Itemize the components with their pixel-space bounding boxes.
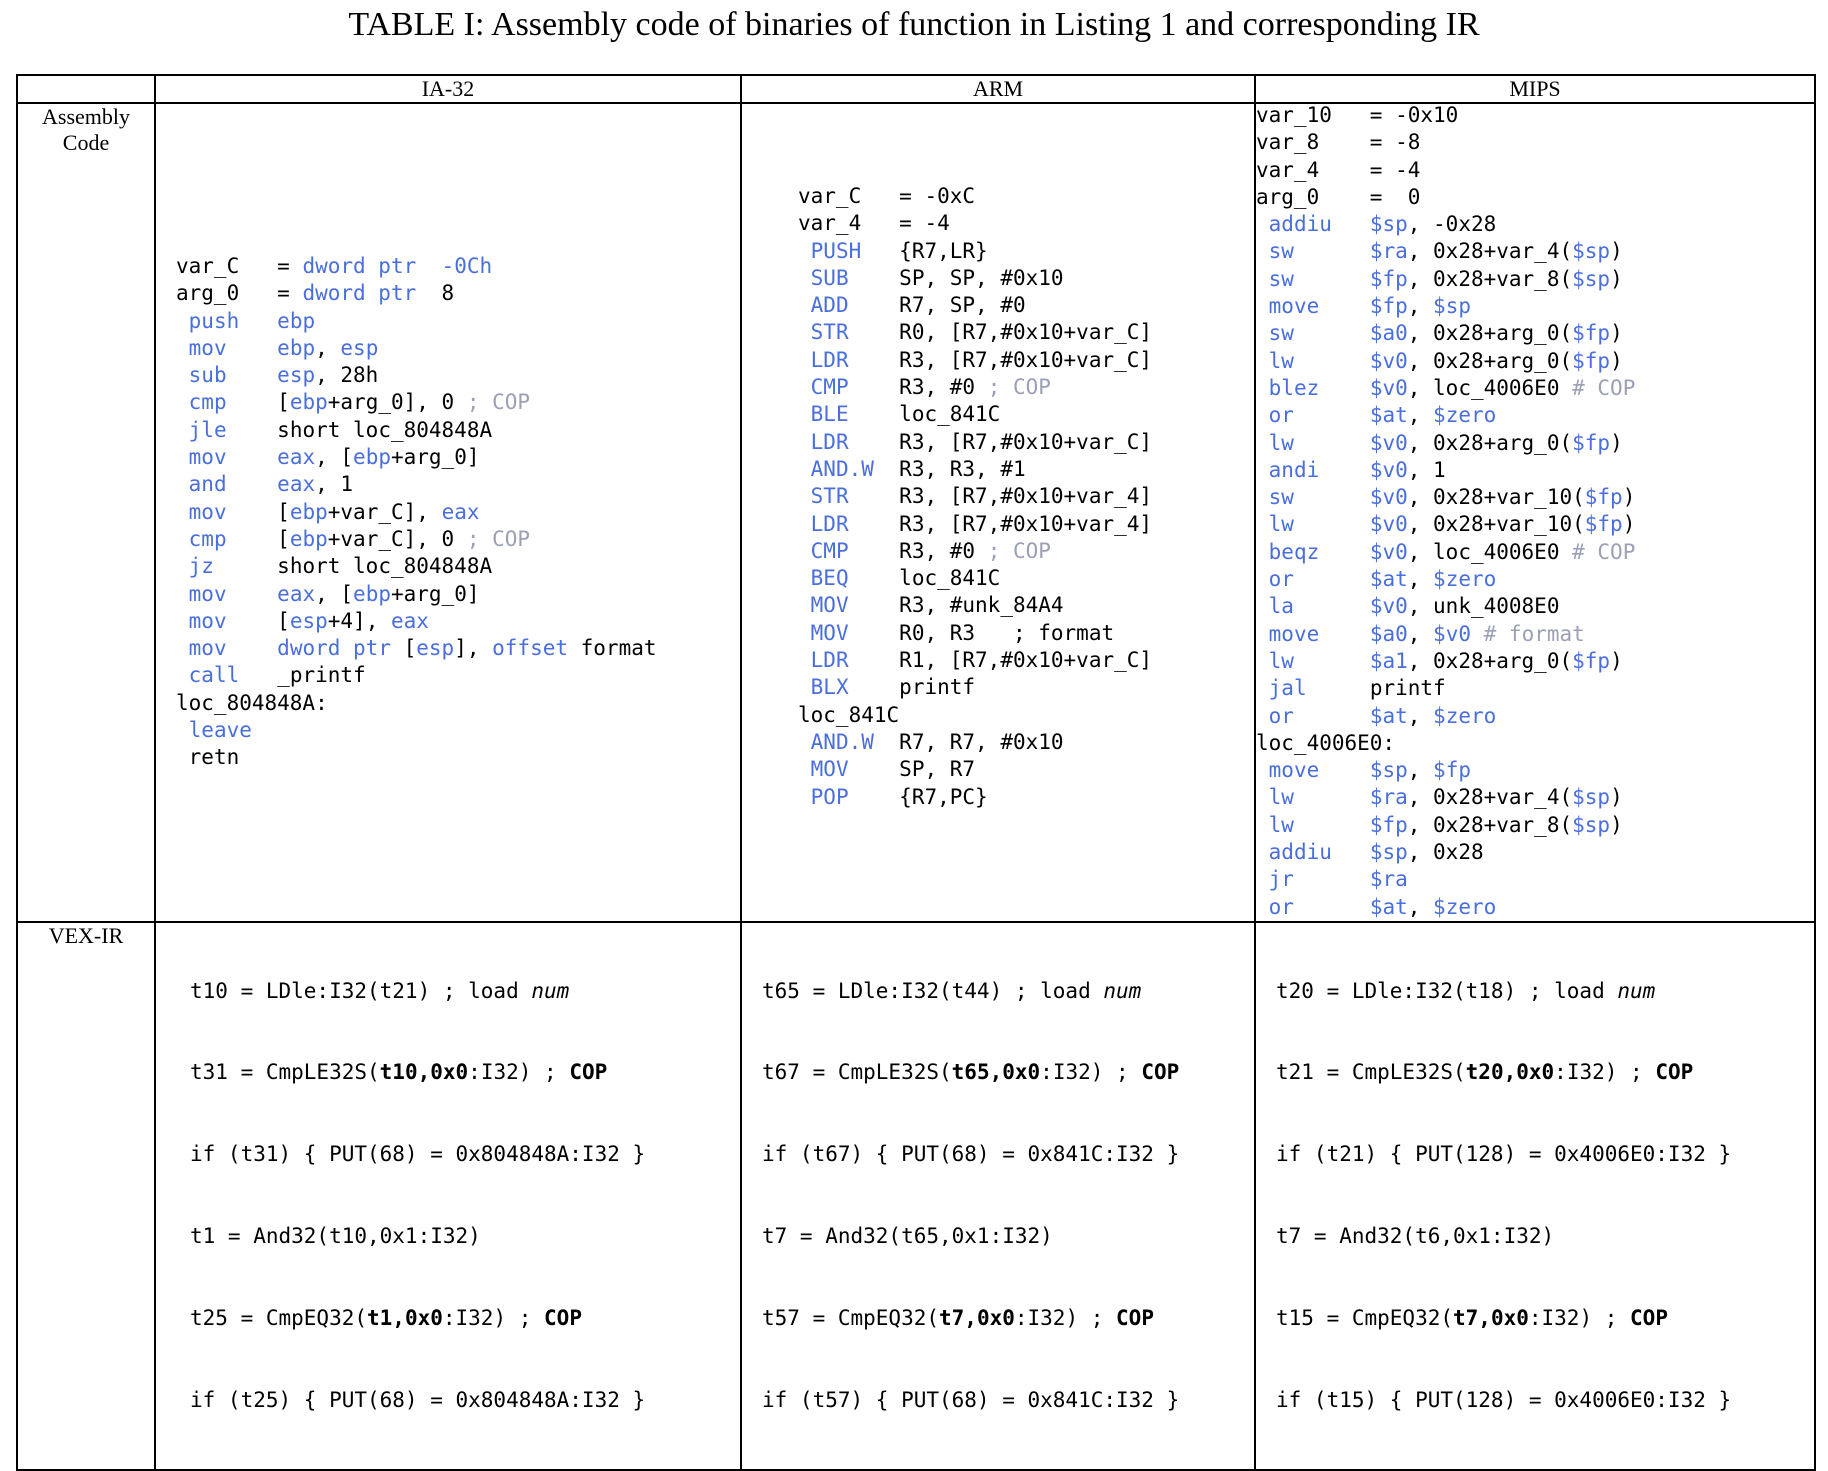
operands: $a1, 0x28+arg_0($fp) — [1369, 648, 1623, 673]
comment: # COP — [1572, 375, 1636, 400]
mips-vex-line-2: t21 = CmpLE32S(t20,0x0:I32) ; COP — [1276, 1060, 1694, 1085]
operands — [899, 457, 1025, 481]
operands: $ra, 0x28+var_4($sp) — [1369, 239, 1623, 264]
ia32-lines-line-12 — [176, 608, 740, 635]
decl-val: 0 — [1395, 184, 1421, 209]
mnemonic: SUB — [810, 265, 900, 290]
mips-label: loc_4006E0: — [1256, 730, 1396, 755]
mnemonic: blez — [1268, 375, 1370, 400]
ia32-decl-2 — [176, 280, 740, 307]
arm-lines-line-17 — [798, 674, 1254, 701]
mips-vex-listing — [1256, 923, 1814, 1469]
arm-vex-line-3: if (t67) { PUT(68) = 0x841C:I32 } — [762, 1142, 1180, 1167]
operands: loc_841C — [899, 402, 1001, 427]
operands: $v0, 0x28+arg_0($fp) — [1369, 348, 1623, 373]
operands — [899, 675, 975, 699]
operands: R3, [R7,#0x10+var_4] — [899, 511, 1153, 536]
operands: short loc_804848A — [277, 417, 493, 442]
ia32-vex-cell — [155, 922, 741, 1470]
ia32-decl-1 — [176, 253, 740, 280]
operands: ebp, esp — [277, 335, 379, 360]
mnemonic: MOV — [810, 620, 900, 645]
mnemonic: LDR — [810, 347, 900, 372]
arm-lines-line-4 — [798, 319, 1254, 346]
ia32-lines-line-5 — [176, 417, 740, 444]
mnemonic: STR — [810, 320, 900, 345]
decl-name: var_4 — [798, 211, 900, 236]
mips-lines-line-2 — [1256, 238, 1814, 265]
ia32-tail-line-2 — [176, 744, 740, 771]
arm-lines-line-13 — [798, 565, 1254, 592]
mnemonic: AND.W — [810, 456, 900, 481]
header-row — [17, 75, 1815, 103]
mnemonic: jle — [188, 417, 278, 442]
comment: # COP — [1572, 539, 1636, 564]
mnemonic: BEQ — [810, 566, 900, 591]
mnemonic: BLE — [810, 402, 900, 427]
operands: [ebp+var_C], 0 — [277, 526, 455, 551]
mnemonic: or — [1268, 894, 1370, 919]
operands — [899, 539, 975, 563]
operands: ebp — [277, 308, 316, 333]
ia32-lines-line-13 — [176, 635, 740, 662]
arm-lines-line-1 — [798, 238, 1254, 265]
operands: $fp, $sp — [1369, 294, 1471, 319]
operands: R3, [R7,#0x10+var_C] — [899, 347, 1153, 372]
mnemonic: beqz — [1268, 539, 1370, 564]
assembly-code-label — [17, 103, 155, 922]
operands: SP, SP, #0x10 — [899, 265, 1064, 290]
operands: R3, [R7,#0x10+var_C] — [899, 429, 1153, 454]
mnemonic: or — [1268, 703, 1370, 728]
arm-tail-line-3 — [798, 784, 1254, 811]
operands: $at, $zero — [1369, 567, 1497, 592]
mnemonic: cmp — [188, 390, 278, 415]
operands: $v0, 0x28+var_10($fp) — [1369, 512, 1636, 537]
operands: $v0, loc_4006E0 — [1369, 539, 1560, 564]
operands — [899, 402, 1000, 426]
arm-vex-line-2: t67 = CmpLE32S(t65,0x0:I32) ; COP — [762, 1060, 1180, 1085]
operands: printf — [899, 675, 976, 700]
mips-lines-line-18 — [1256, 675, 1814, 702]
arm-lines-line-12 — [798, 538, 1254, 565]
mips-vex-line-1: t20 = LDle:I32(t18) ; load num — [1276, 978, 1656, 1003]
ia32-lines-line-2 — [176, 335, 740, 362]
decl-val: -4 — [1395, 157, 1421, 182]
arm-lines-line-2 — [798, 265, 1254, 292]
mnemonic: sw — [1268, 321, 1370, 346]
ia32-vex-line-1: t10 = LDle:I32(t21) ; load num — [190, 978, 570, 1003]
mips-assembly-listing — [1256, 102, 1814, 921]
ia32-vex-listing — [156, 923, 740, 1469]
mnemonic: mov — [188, 499, 278, 524]
operands: {R7,LR} — [899, 238, 988, 263]
vex-row — [17, 922, 1815, 1470]
mips-lines-line-7 — [1256, 375, 1814, 402]
operands: SP, R7 — [899, 757, 976, 782]
operands: $sp, -0x28 — [1369, 212, 1497, 237]
mips-vex-line-3: if (t21) { PUT(128) = 0x4006E0:I32 } — [1276, 1142, 1732, 1167]
operands — [899, 239, 988, 263]
arm-assembly-listing — [742, 104, 1254, 811]
ia32-tail-line-1 — [176, 717, 740, 744]
decl-eq: = — [1369, 103, 1396, 127]
operands: R3, #0 — [899, 375, 976, 400]
mnemonic: lw — [1268, 785, 1370, 810]
decl-eq: = — [899, 211, 925, 236]
mnemonic: jr — [1268, 867, 1370, 892]
operands: R3, R3, #1 — [899, 456, 1026, 481]
mnemonic: lw — [1268, 512, 1370, 537]
mips-tail-line-5 — [1256, 866, 1814, 893]
operands: printf — [1369, 676, 1446, 701]
operands — [899, 621, 1114, 645]
mnemonic: sw — [1268, 485, 1370, 510]
operands: $a0, $v0 — [1369, 621, 1471, 646]
header-mips: MIPS — [1255, 75, 1815, 103]
operands: R0, [R7,#0x10+var_C] — [899, 320, 1153, 345]
mnemonic: mov — [188, 636, 278, 661]
mips-lines-line-11 — [1256, 484, 1814, 511]
operands: R1, [R7,#0x10+var_C] — [899, 648, 1153, 673]
operands — [899, 648, 1152, 672]
mnemonic: move — [1268, 621, 1370, 646]
arm-vex-cell — [741, 922, 1255, 1470]
arm-vex-line-1: t65 = LDle:I32(t44) ; load num — [762, 978, 1142, 1003]
mnemonic: jz — [188, 554, 278, 579]
decl-val: -0Ch — [441, 254, 493, 278]
header-empty — [17, 75, 155, 103]
mnemonic: addiu — [1268, 212, 1370, 237]
arm-decl-1 — [798, 183, 1254, 210]
ia32-lines-line-10 — [176, 553, 740, 580]
arm-vex-listing — [742, 923, 1254, 1469]
mnemonic: cmp — [188, 526, 278, 551]
operands: R3, #unk_84A4 — [899, 593, 1064, 618]
operands: [ebp+var_C], eax — [277, 499, 480, 524]
mips-decl-2 — [1256, 129, 1814, 156]
ia32-lines-line-8 — [176, 499, 740, 526]
assembly-ir-table — [16, 74, 1816, 1471]
operands — [899, 484, 1152, 508]
mnemonic: andi — [1268, 457, 1370, 482]
ia32-lines-line-11 — [176, 581, 740, 608]
arm-tail-line-2 — [798, 756, 1254, 783]
operands: $v0, 0x28+arg_0($fp) — [1369, 430, 1623, 455]
mnemonic: move — [1268, 294, 1370, 319]
mnemonic: LDR — [810, 511, 900, 536]
decl-eq: = — [277, 281, 303, 306]
operands: $a0, 0x28+arg_0($fp) — [1369, 321, 1623, 346]
mips-lines-line-19 — [1256, 703, 1814, 730]
operands: R7, SP, #0 — [899, 293, 1026, 318]
decl-eq: = — [1369, 157, 1396, 182]
operands — [899, 512, 1152, 536]
operands — [899, 785, 988, 809]
operands: $v0, unk_4008E0 — [1369, 594, 1560, 619]
mips-lines-line-9 — [1256, 430, 1814, 457]
mnemonic: and — [188, 472, 278, 497]
mnemonic: sw — [1268, 266, 1370, 291]
ia32-vex-line-6: if (t25) { PUT(68) = 0x804848A:I32 } — [190, 1387, 646, 1412]
mnemonic: mov — [188, 445, 278, 470]
mnemonic: LDR — [810, 648, 900, 673]
arm-decl-2 — [798, 210, 1254, 237]
mips-lines-line-3 — [1256, 266, 1814, 293]
operands: $v0, 1 — [1369, 457, 1446, 482]
mips-lines-line-4 — [1256, 293, 1814, 320]
mnemonic: POP — [810, 784, 900, 809]
header-arm: ARM — [741, 75, 1255, 103]
operands: $at, $zero — [1369, 894, 1497, 919]
operands: R0, R3 ; format — [899, 620, 1115, 645]
decl-val: -8 — [1395, 130, 1421, 155]
decl-eq: = — [277, 254, 303, 278]
arm-lines-line-7 — [798, 401, 1254, 428]
mips-tail-line-1 — [1256, 757, 1814, 784]
ia32-vex-line-5: t25 = CmpEQ32(t1,0x0:I32) ; COP — [190, 1306, 582, 1331]
arm-lines-line-6 — [798, 374, 1254, 401]
operands — [899, 566, 1000, 590]
vex-ir-label: VEX-IR — [17, 922, 155, 1470]
mnemonic: addiu — [1268, 840, 1370, 865]
mnemonic: lw — [1268, 648, 1370, 673]
operands: $at, $zero — [1369, 703, 1497, 728]
mnemonic: jal — [1268, 676, 1370, 701]
mips-lines-line-12 — [1256, 511, 1814, 538]
table-caption: TABLE I: Assembly code of binaries of function in Listing 1 and corresponding IR — [348, 6, 1480, 43]
mnemonic: PUSH — [810, 238, 900, 263]
decl-val: 8 — [441, 281, 455, 306]
arm-vex-line-5: t57 = CmpEQ32(t7,0x0:I32) ; COP — [762, 1306, 1154, 1331]
operands — [899, 375, 975, 399]
mips-assembly-cell — [1255, 103, 1815, 922]
operands: $sp, $fp — [1369, 758, 1471, 783]
mips-decl-4 — [1256, 184, 1814, 211]
mnemonic: leave — [188, 718, 252, 743]
operands: $ra, 0x28+var_4($sp) — [1369, 785, 1623, 810]
operands: [ebp+arg_0], 0 — [277, 390, 455, 415]
mips-tail-line-3 — [1256, 812, 1814, 839]
mnemonic: sw — [1268, 239, 1370, 264]
operands: R3, #0 — [899, 538, 976, 563]
ia32-lines-line-3 — [176, 362, 740, 389]
ia32-label: loc_804848A: — [176, 690, 328, 715]
arm-lines-line-8 — [798, 429, 1254, 456]
ia32-vex-line-2: t31 = CmpLE32S(t10,0x0:I32) ; COP — [190, 1060, 608, 1085]
operands — [899, 757, 975, 781]
operands: [esp+4], eax — [277, 608, 429, 633]
ia32-lines-line-4 — [176, 389, 740, 416]
ia32-vex-line-3: if (t31) { PUT(68) = 0x804848A:I32 } — [190, 1142, 646, 1167]
decl-val: -0x10 — [1395, 103, 1459, 127]
mnemonic: mov — [188, 335, 278, 360]
mnemonic: lw — [1268, 812, 1370, 837]
mnemonic: BLX — [810, 675, 900, 700]
operands: $at, $zero — [1369, 403, 1497, 428]
mips-lines-line-16 — [1256, 621, 1814, 648]
comment: ; COP — [987, 375, 1051, 400]
decl-val: -0xC — [924, 184, 976, 208]
operands: $ra — [1369, 867, 1408, 892]
ia32-lines-line-14 — [176, 662, 740, 689]
arm-lines-line-5 — [798, 347, 1254, 374]
arm-lines-line-11 — [798, 511, 1254, 538]
ia32-assembly-cell — [155, 103, 741, 922]
ia32-lines-line-1 — [176, 308, 740, 335]
mnemonic: sub — [188, 363, 278, 388]
mnemonic: la — [1268, 594, 1370, 619]
mips-lines-line-14 — [1256, 566, 1814, 593]
operands: {R7,PC} — [899, 784, 988, 809]
mips-lines-line-17 — [1256, 648, 1814, 675]
mnemonic: mov — [188, 608, 278, 633]
assembly-label-line1: Assembly — [42, 104, 130, 129]
operands: $v0, 0x28+var_10($fp) — [1369, 485, 1636, 510]
arm-assembly-cell — [741, 103, 1255, 922]
mips-vex-line-5: t15 = CmpEQ32(t7,0x0:I32) ; COP — [1276, 1306, 1668, 1331]
operands — [899, 430, 1152, 454]
operands: R3, [R7,#0x10+var_4] — [899, 484, 1153, 509]
operands — [899, 348, 1152, 372]
arm-lines-line-10 — [798, 483, 1254, 510]
ia32-vex-line-4: t1 = And32(t10,0x1:I32) — [190, 1224, 481, 1249]
mips-vex-line-4: t7 = And32(t6,0x1:I32) — [1276, 1224, 1555, 1249]
operands: esp, 28h — [277, 363, 379, 388]
mips-lines-line-8 — [1256, 402, 1814, 429]
mnemonic: retn — [188, 745, 240, 770]
decl-name: var_C — [176, 254, 278, 278]
mips-decl-3 — [1256, 157, 1814, 184]
operands: R7, R7, #0x10 — [899, 729, 1064, 754]
decl-name: arg_0 — [1256, 184, 1370, 209]
decl-eq: = — [1369, 184, 1396, 209]
decl-kw: dword ptr — [302, 281, 417, 306]
operands — [899, 266, 1063, 290]
mnemonic: push — [188, 308, 278, 333]
mnemonic: lw — [1268, 348, 1370, 373]
mips-tail-line-6 — [1256, 894, 1814, 921]
mnemonic: move — [1268, 758, 1370, 783]
mnemonic: CMP — [810, 375, 900, 400]
mnemonic: ADD — [810, 293, 900, 318]
comment: # format — [1483, 621, 1585, 646]
decl-kw: dword ptr — [302, 254, 417, 278]
decl-name: var_4 — [1256, 157, 1370, 182]
mnemonic: AND.W — [810, 729, 900, 754]
operands: $fp, 0x28+var_8($sp) — [1369, 266, 1623, 291]
decl-val: -4 — [924, 211, 950, 236]
mnemonic: or — [1268, 403, 1370, 428]
arm-lines-line-14 — [798, 592, 1254, 619]
operands: short loc_804848A — [277, 554, 493, 579]
ia32-lines-line-7 — [176, 471, 740, 498]
mnemonic: call — [188, 663, 278, 688]
ia32-lines-line-6 — [176, 444, 740, 471]
comment: ; COP — [466, 526, 531, 551]
mips-decl-1 — [1256, 102, 1814, 129]
comment: ; COP — [987, 538, 1051, 563]
operands — [899, 320, 1152, 344]
mnemonic: lw — [1268, 430, 1370, 455]
operands: loc_841C — [899, 566, 1001, 591]
ia32-assembly-listing — [156, 104, 740, 772]
mips-tail-line-2 — [1256, 784, 1814, 811]
arm-vex-line-6: if (t57) { PUT(68) = 0x841C:I32 } — [762, 1387, 1180, 1412]
decl-eq: = — [1369, 130, 1396, 155]
arm-label: loc_841C — [798, 702, 900, 727]
mips-lines-line-10 — [1256, 457, 1814, 484]
operands: _printf — [277, 663, 366, 688]
arm-lines-line-9 — [798, 456, 1254, 483]
arm-lines-line-15 — [798, 620, 1254, 647]
decl-name: arg_0 — [176, 281, 278, 306]
mips-vex-line-6: if (t15) { PUT(128) = 0x4006E0:I32 } — [1276, 1387, 1732, 1412]
mnemonic: CMP — [810, 538, 900, 563]
mnemonic: LDR — [810, 429, 900, 454]
operands: eax, 1 — [277, 472, 354, 497]
decl-eq: = — [899, 184, 925, 208]
assembly-label-line2: Code — [62, 130, 110, 155]
operands: eax, [ebp+arg_0] — [277, 445, 480, 470]
operands — [899, 730, 1063, 754]
operands: $fp, 0x28+var_8($sp) — [1369, 812, 1623, 837]
mips-vex-cell — [1255, 922, 1815, 1470]
ia32-lines-line-9 — [176, 526, 740, 553]
operands: eax, [ebp+arg_0] — [277, 581, 480, 606]
arm-vex-line-4: t7 = And32(t65,0x1:I32) — [762, 1224, 1053, 1249]
mips-lines-line-13 — [1256, 539, 1814, 566]
mnemonic: STR — [810, 484, 900, 509]
arm-lines-line-3 — [798, 292, 1254, 319]
operands: $sp, 0x28 — [1369, 840, 1484, 865]
mnemonic: MOV — [810, 757, 900, 782]
arm-tail-line-1 — [798, 729, 1254, 756]
mnemonic: mov — [188, 581, 278, 606]
mips-lines-line-5 — [1256, 320, 1814, 347]
decl-name: var_C — [798, 184, 900, 208]
mnemonic: MOV — [810, 593, 900, 618]
decl-name: var_8 — [1256, 130, 1370, 155]
operands — [899, 593, 1063, 617]
mips-tail-line-4 — [1256, 839, 1814, 866]
operands: dword ptr [esp], offset format — [277, 636, 657, 661]
mips-lines-line-1 — [1256, 211, 1814, 238]
decl-name: var_10 — [1256, 103, 1370, 127]
operands — [899, 293, 1025, 317]
assembly-row — [17, 103, 1815, 922]
comment: ; COP — [466, 390, 531, 415]
mips-lines-line-6 — [1256, 348, 1814, 375]
mips-lines-line-15 — [1256, 593, 1814, 620]
arm-lines-line-16 — [798, 647, 1254, 674]
mnemonic: or — [1268, 567, 1370, 592]
operands: $v0, loc_4006E0 — [1369, 375, 1560, 400]
header-ia32: IA-32 — [155, 75, 741, 103]
